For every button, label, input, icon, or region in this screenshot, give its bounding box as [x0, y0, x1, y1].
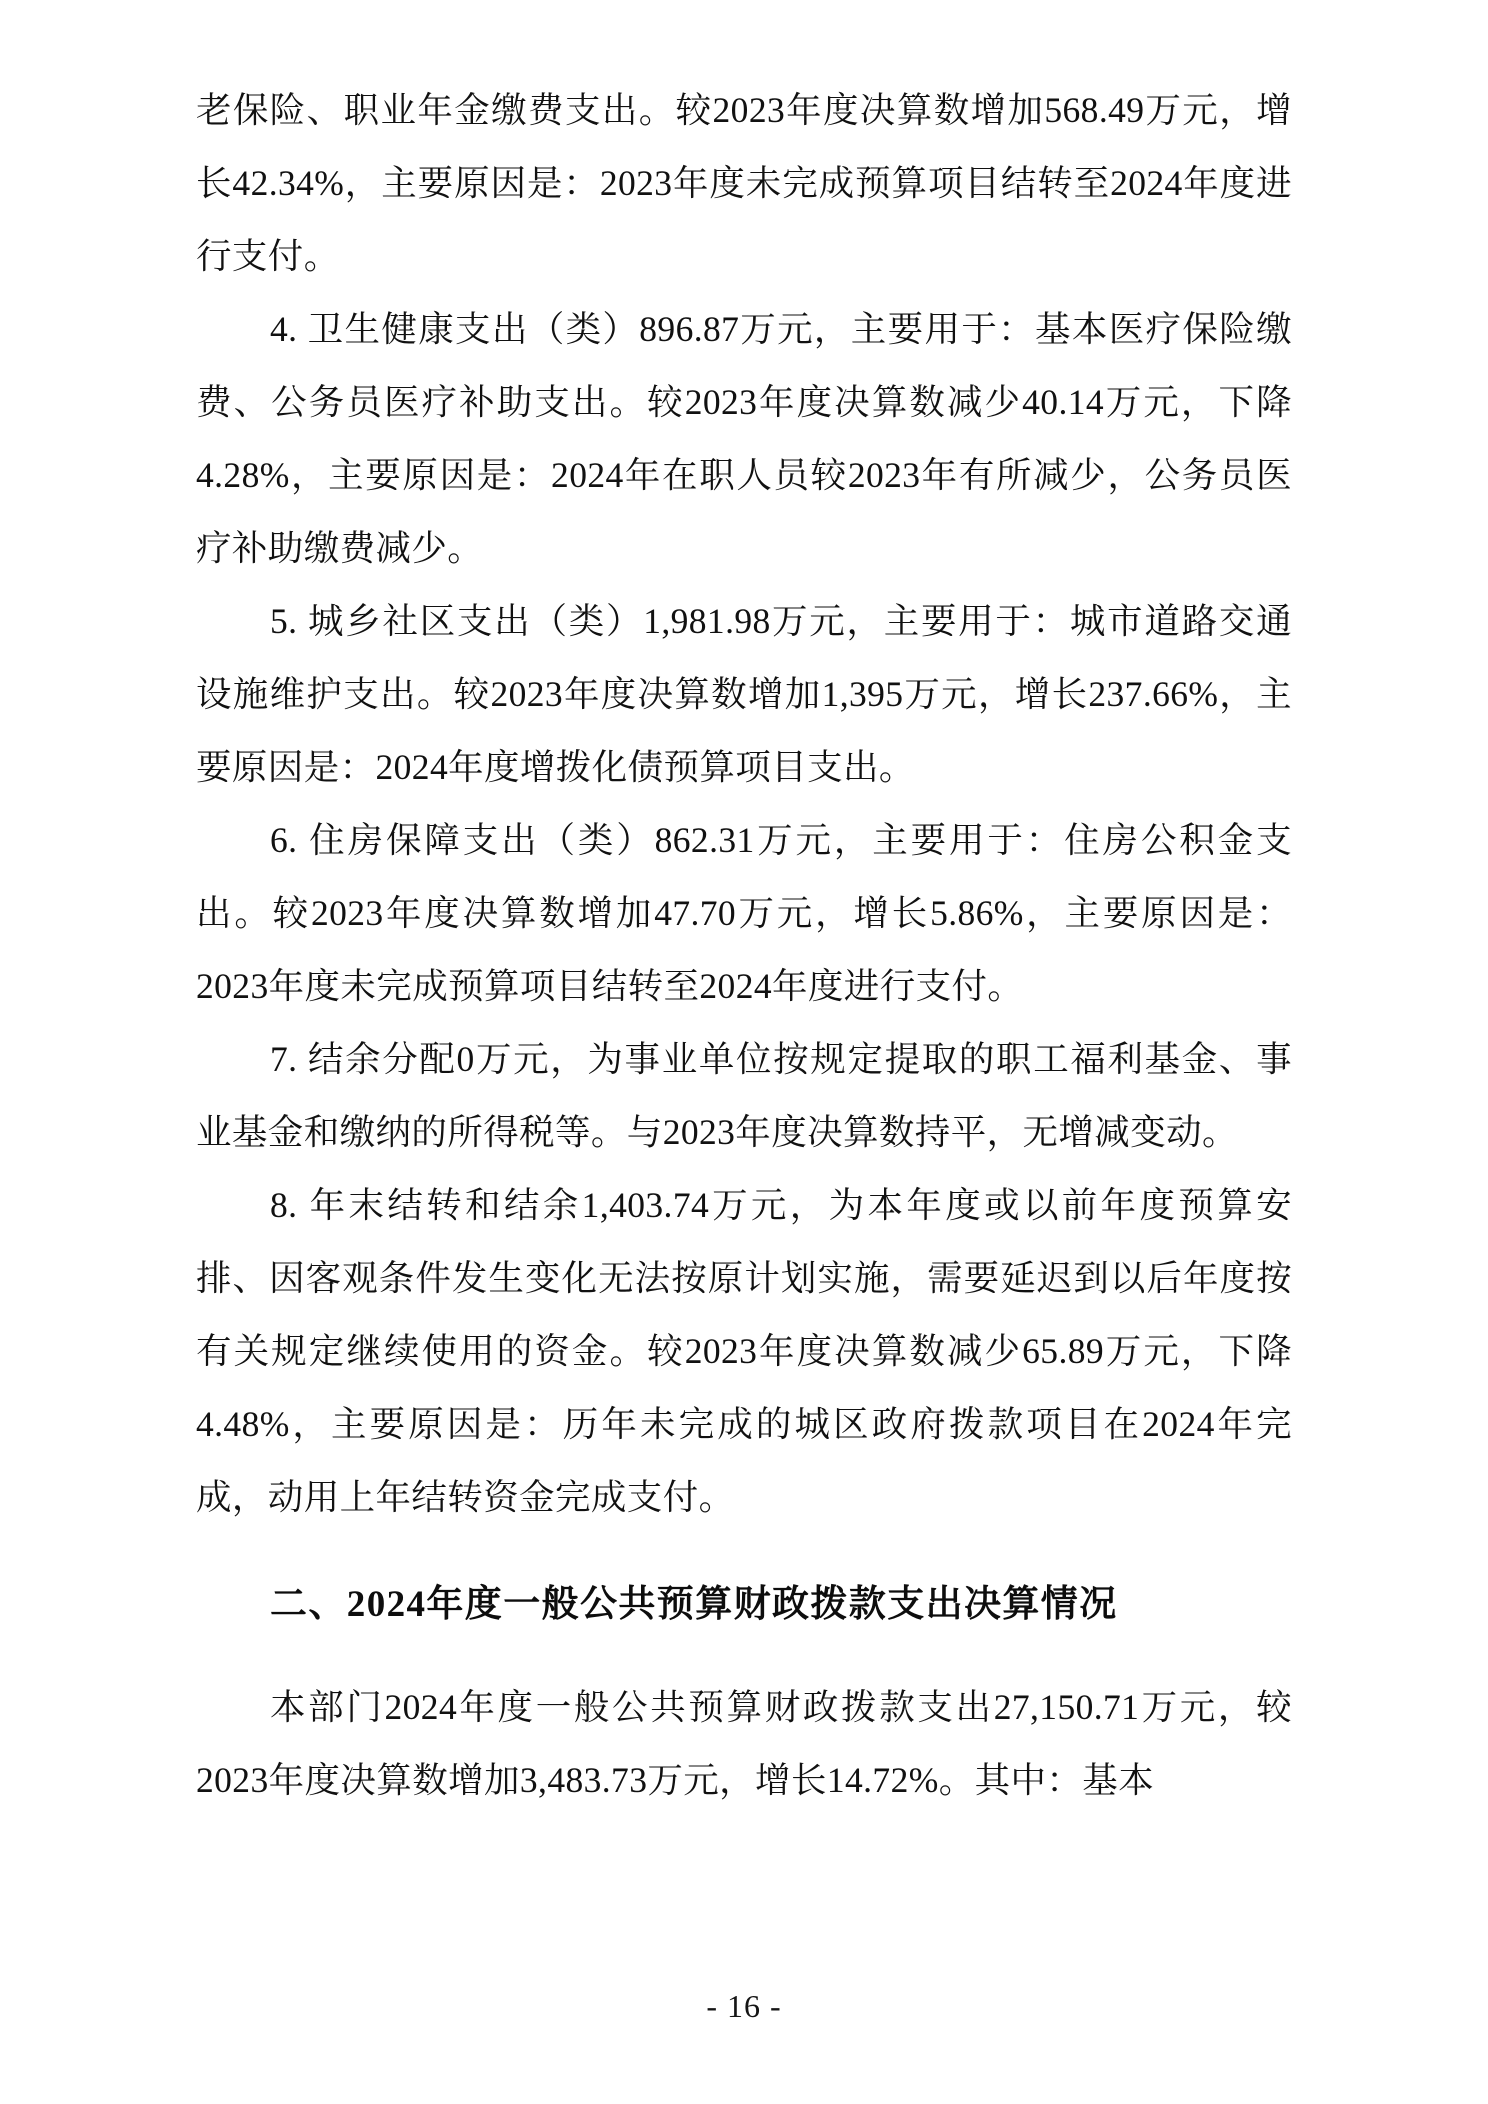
page-number: - 16 -: [706, 1988, 782, 2024]
paragraph-continued: 老保险、职业年金缴费支出。较2023年度决算数增加568.49万元，增长42.34%，主要原因是：2023年度未完成预算项目结转至2024年度进行支付。: [196, 90, 1292, 276]
list-item-5-urban-rural-community-expenditure: 5. 城乡社区支出（类）1,981.98万元，主要用于：城市道路交通设施维护支出。较2023年度决算数增加1,395万元，增长237.66%，主要原因是：2024年度增拨化债预算项目支出。: [196, 601, 1292, 787]
list-item-4-health-expenditure: 4. 卫生健康支出（类）896.87万元，主要用于：基本医疗保险缴费、公务员医疗补助支出。较2023年度决算数减少40.14万元，下降4.28%，主要原因是：2024年在职人员较2023年有所减少，公务员医疗补助缴费减少。: [196, 309, 1292, 568]
list-item-6-housing-security-expenditure: 6. 住房保障支出（类）862.31万元，主要用于：住房公积金支出。较2023年度决算数增加47.70万元，增长5.86%，主要原因是：2023年度未完成预算项目结转至2024年度进行支付。: [196, 820, 1292, 1006]
section-heading-two: 二、2024年度一般公共预算财政拨款支出决算情况: [270, 1584, 1118, 1625]
section-spacer: [196, 1534, 1292, 1568]
list-item-7-surplus-distribution: 7. 结余分配0万元，为事业单位按规定提取的职工福利基金、事业基金和缴纳的所得税等。与2023年度决算数持平，无增减变动。: [196, 1039, 1292, 1152]
heading-spacer: [196, 1641, 1292, 1671]
list-item-8-year-end-carryover: 8. 年末结转和结余1,403.74万元，为本年度或以前年度预算安排、因客观条件发生变化无法按原计划实施，需要延迟到以后年度按有关规定继续使用的资金。较2023年度决算数减少65.89万元，下降4.48%，主要原因是：历年未完成的城区政府拨款项目在2024年完成，动用上年结转资金完成支付。: [196, 1185, 1292, 1517]
page-body: [196, 74, 1292, 1817]
section-two-paragraph: 本部门2024年度一般公共预算财政拨款支出27,150.71万元，较2023年度决算数增加3,483.73万元，增长14.72%。其中：基本: [196, 1687, 1292, 1800]
